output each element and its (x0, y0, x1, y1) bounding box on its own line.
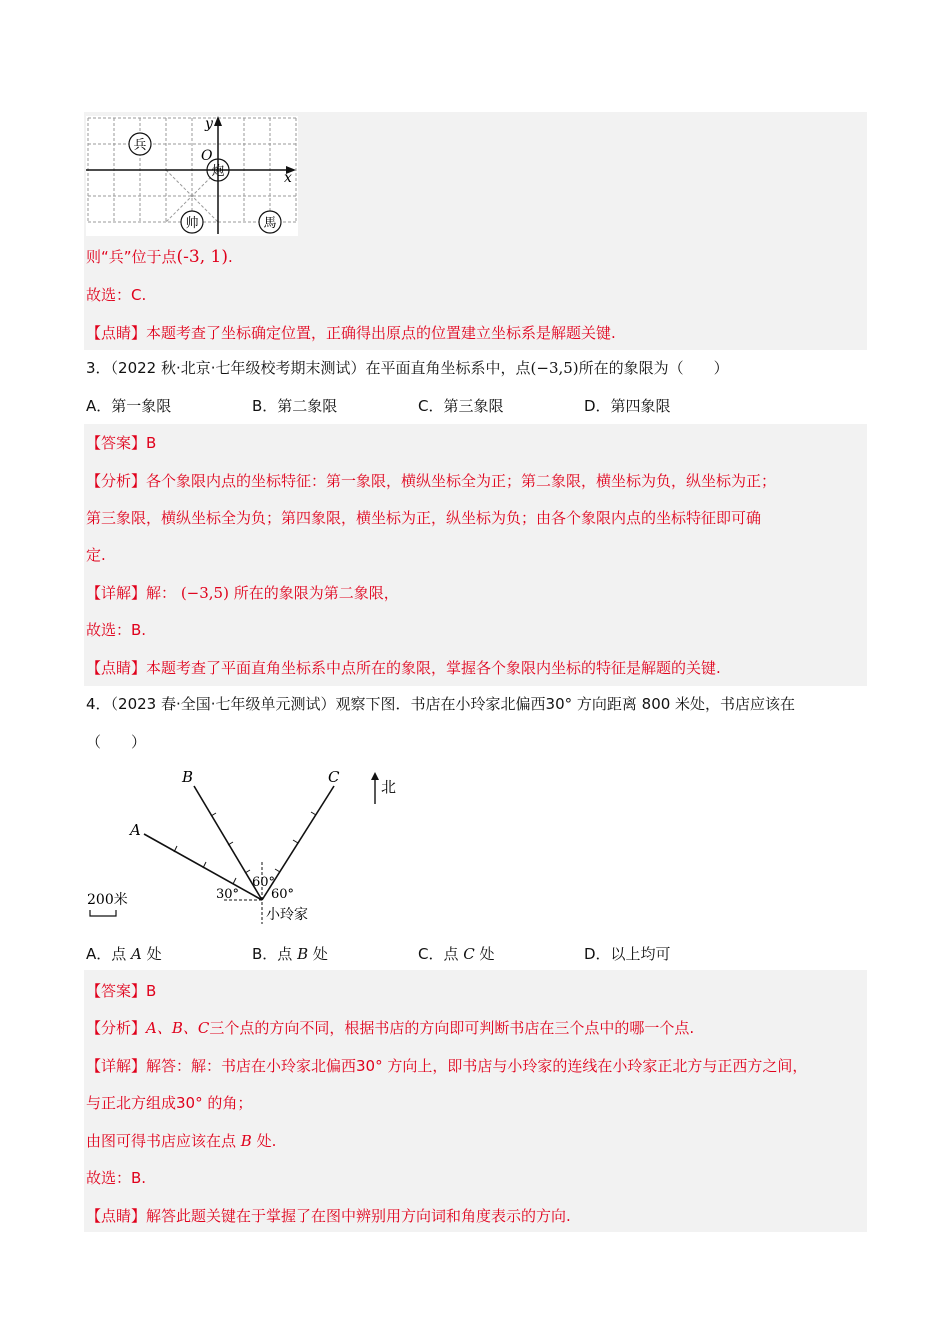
q3-answer: 【答案】B (86, 434, 157, 452)
q3-detail: 【详解】解： (−3,5) 所在的象限为第二象限， (86, 584, 399, 602)
angle-30-label: 30° (216, 887, 240, 902)
q4-answer: 【答案】B (86, 982, 157, 1000)
q3-option-c: C．第三象限 (418, 397, 504, 415)
q3-analysis-line2: 第三象限，横纵坐标全为负；第四象限，横坐标为正，纵坐标为负；由各个象限内点的坐标特征即可确 (86, 509, 762, 527)
q2-conclusion: 则“兵”位于点(-3, 1). (86, 247, 233, 267)
q4-detail-line2: 与正北方组成30° 的角； (86, 1094, 253, 1112)
q3-option-a: A．第一象限 (86, 397, 172, 415)
angle-60-right-label: 60° (271, 887, 295, 902)
home-label: 小玲家 (266, 907, 308, 923)
point-c-label: C (328, 768, 340, 786)
q3-analysis-line1: 【分析】各个象限内点的坐标特征：第一象限，横纵坐标全为正；第二象限，横坐标为负，纵坐标为正； (86, 472, 777, 490)
q3-comment: 【点睛】本题考查了平面直角坐标系中点所在的象限，掌握各个象限内坐标的特征是解题的关键. (86, 659, 721, 677)
point-b-label: B (182, 768, 194, 786)
scale-label: 200米 (87, 892, 128, 908)
q4-choice: 故选：B. (86, 1169, 147, 1187)
q2-comment: 【点睛】本题考查了坐标确定位置，正确得出原点的位置建立坐标系是解题关键. (86, 324, 616, 342)
scale-bar (90, 910, 116, 916)
y-axis-label: y (205, 116, 213, 132)
piece-pao: 炮 (211, 164, 225, 179)
q4-option-c: C．点 C 处 (418, 945, 495, 963)
piece-bing: 兵 (133, 138, 147, 153)
q3-stem: 3．（2022 秋·北京·七年级校考期末测试）在平面直角坐标系中，点(−3,5)所在的象限为（ ） (86, 359, 729, 377)
q4-option-a: A．点 A 处 (86, 945, 162, 963)
north-label: 北 (381, 778, 397, 796)
q4-option-d: D．以上均可 (584, 945, 671, 963)
q4-comment: 【点睛】解答此题关键在于掌握了在图中辨别用方向词和角度表示的方向. (86, 1207, 571, 1225)
q4-stem-line1: 4．（2023 春·全国·七年级单元测试）观察下图．书店在小玲家北偏西30° 方向距离 800 米处，书店应该在 (86, 695, 796, 713)
point-a-label: A (130, 821, 141, 839)
q3-solution-shade (84, 424, 867, 686)
q4-stem-line2: （ ） (86, 733, 147, 751)
angle-60-left-label: 60° (252, 875, 276, 890)
q4-option-b: B．点 B 处 (252, 945, 328, 963)
origin-label: O (201, 148, 213, 164)
q4-analysis: 【分析】A、B、C三个点的方向不同，根据书店的方向即可判断书店在三个点中的哪一个点. (86, 1019, 695, 1037)
q4-detail-line1: 【详解】解答：解：书店在小玲家北偏西30° 方向上，即书店与小玲家的连线在小玲家正北方与正西方之间， (86, 1057, 808, 1075)
chess-coordinate-figure (86, 116, 298, 236)
q2-choice: 故选：C. (86, 286, 147, 304)
q3-analysis-line3: 定. (86, 546, 106, 564)
q3-choice: 故选：B. (86, 621, 147, 639)
direction-figure (84, 764, 414, 926)
q3-option-d: D．第四象限 (584, 397, 671, 415)
piece-ma: 馬 (263, 216, 277, 231)
piece-shuai: 帅 (185, 216, 199, 231)
q3-option-b: B．第二象限 (252, 397, 338, 415)
q4-detail-line3: 由图可得书店应该在点 B 处. (86, 1132, 277, 1150)
x-axis-label: x (284, 170, 292, 186)
